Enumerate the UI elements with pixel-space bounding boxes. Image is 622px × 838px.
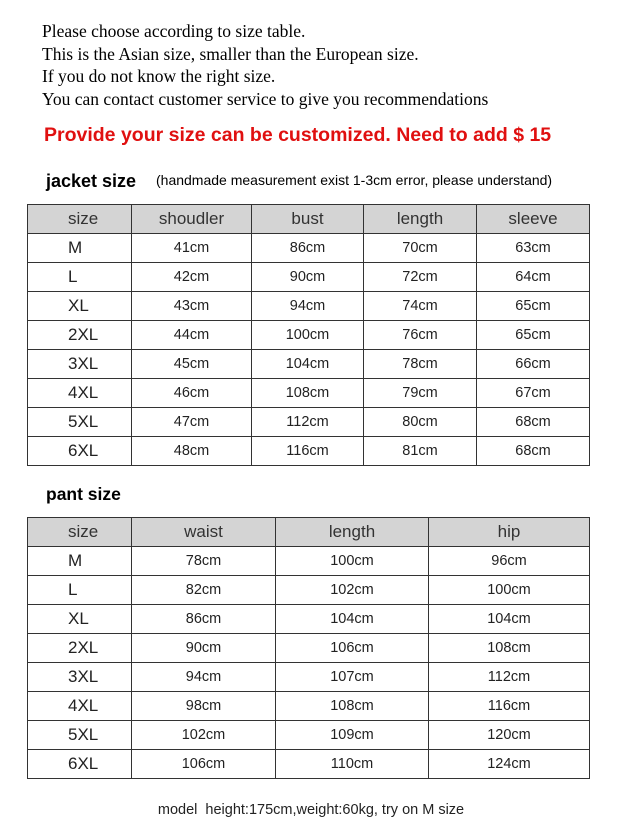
size-cell: 5XL	[28, 721, 132, 750]
table-cell: 100cm	[276, 547, 429, 576]
table-row	[28, 634, 590, 663]
table-cell: 112cm	[429, 663, 590, 692]
table-row	[28, 576, 590, 605]
table-cell: 43cm	[132, 292, 252, 321]
table-row	[28, 721, 590, 750]
model-note: model height:175cm,weight:60kg, try on M size	[157, 802, 465, 818]
table-cell: 100cm	[252, 321, 364, 350]
column-header: length	[276, 518, 429, 547]
table-cell: 102cm	[276, 576, 429, 605]
table-row	[28, 234, 590, 263]
size-cell: M	[28, 234, 132, 263]
size-cell: L	[28, 576, 132, 605]
table-row	[28, 379, 590, 408]
size-cell: 5XL	[28, 408, 132, 437]
jacket-size-title: jacket size	[46, 171, 137, 191]
table-cell: 107cm	[276, 663, 429, 692]
table-cell: 90cm	[132, 634, 276, 663]
intro-line: If you do not know the right size.	[42, 66, 276, 86]
table-cell: 104cm	[252, 350, 364, 379]
intro-line: You can contact customer service to give you recommendations	[42, 88, 489, 109]
table-cell: 102cm	[132, 721, 276, 750]
intro-line: This is the Asian size, smaller than the European size.	[42, 43, 419, 64]
table-row	[28, 750, 590, 779]
table-cell: 74cm	[364, 292, 477, 321]
table-cell: 78cm	[364, 350, 477, 379]
table-cell: 70cm	[364, 234, 477, 263]
table-cell: 68cm	[477, 408, 590, 437]
table-row	[28, 292, 590, 321]
table-cell: 63cm	[477, 234, 590, 263]
size-cell: XL	[28, 605, 132, 634]
table-row	[28, 605, 590, 634]
table-cell: 65cm	[477, 321, 590, 350]
table-cell: 104cm	[429, 605, 590, 634]
table-cell: 41cm	[132, 234, 252, 263]
table-cell: 106cm	[276, 634, 429, 663]
table-cell: 65cm	[477, 292, 590, 321]
size-cell: M	[28, 547, 132, 576]
table-cell: 45cm	[132, 350, 252, 379]
table-cell: 66cm	[477, 350, 590, 379]
table-cell: 44cm	[132, 321, 252, 350]
table-header-row	[28, 518, 590, 547]
table-cell: 116cm	[252, 437, 364, 466]
column-header: waist	[132, 518, 276, 547]
customize-notice: Provide your size can be customized. Need to add $ 15	[44, 124, 552, 146]
table-cell: 106cm	[132, 750, 276, 779]
column-header: sleeve	[477, 205, 590, 234]
table-cell: 112cm	[252, 408, 364, 437]
table-cell: 94cm	[132, 663, 276, 692]
table-cell: 98cm	[132, 692, 276, 721]
table-cell: 82cm	[132, 576, 276, 605]
table-cell: 94cm	[252, 292, 364, 321]
table-row	[28, 692, 590, 721]
column-header: length	[364, 205, 477, 234]
size-cell: 2XL	[28, 634, 132, 663]
table-cell: 96cm	[429, 547, 590, 576]
table-row	[28, 350, 590, 379]
table-cell: 64cm	[477, 263, 590, 292]
column-header: size	[28, 518, 132, 547]
pant-size-table	[27, 517, 590, 779]
table-row	[28, 408, 590, 437]
table-cell: 47cm	[132, 408, 252, 437]
column-header: hip	[429, 518, 590, 547]
table-row	[28, 437, 590, 466]
table-cell: 108cm	[252, 379, 364, 408]
table-cell: 108cm	[429, 634, 590, 663]
table-cell: 110cm	[276, 750, 429, 779]
size-cell: 3XL	[28, 663, 132, 692]
size-cell: 3XL	[28, 350, 132, 379]
jacket-size-table	[27, 204, 590, 466]
table-cell: 90cm	[252, 263, 364, 292]
table-row	[28, 663, 590, 692]
size-cell: 6XL	[28, 750, 132, 779]
table-cell: 116cm	[429, 692, 590, 721]
table-cell: 67cm	[477, 379, 590, 408]
table-cell: 72cm	[364, 263, 477, 292]
table-cell: 120cm	[429, 721, 590, 750]
table-row	[28, 547, 590, 576]
pant-size-title: pant size	[46, 484, 121, 504]
column-header: bust	[252, 205, 364, 234]
table-cell: 86cm	[132, 605, 276, 634]
table-cell: 108cm	[276, 692, 429, 721]
measurement-note: (handmade measurement exist 1-3cm error, please understand)	[156, 172, 553, 188]
table-cell: 81cm	[364, 437, 477, 466]
table-cell: 104cm	[276, 605, 429, 634]
size-cell: 6XL	[28, 437, 132, 466]
column-header: shoudler	[132, 205, 252, 234]
table-cell: 79cm	[364, 379, 477, 408]
intro-line: Please choose according to size table.	[42, 21, 306, 41]
table-cell: 46cm	[132, 379, 252, 408]
size-cell: XL	[28, 292, 132, 321]
table-cell: 80cm	[364, 408, 477, 437]
table-cell: 42cm	[132, 263, 252, 292]
table-header-row	[28, 205, 590, 234]
table-cell: 100cm	[429, 576, 590, 605]
table-cell: 124cm	[429, 750, 590, 779]
size-cell: 4XL	[28, 692, 132, 721]
table-cell: 86cm	[252, 234, 364, 263]
table-row	[28, 321, 590, 350]
column-header: size	[28, 205, 132, 234]
size-cell: L	[28, 263, 132, 292]
table-cell: 76cm	[364, 321, 477, 350]
table-cell: 78cm	[132, 547, 276, 576]
table-cell: 68cm	[477, 437, 590, 466]
table-row	[28, 263, 590, 292]
table-cell: 109cm	[276, 721, 429, 750]
size-cell: 2XL	[28, 321, 132, 350]
table-cell: 48cm	[132, 437, 252, 466]
intro-text	[42, 20, 612, 110]
size-cell: 4XL	[28, 379, 132, 408]
